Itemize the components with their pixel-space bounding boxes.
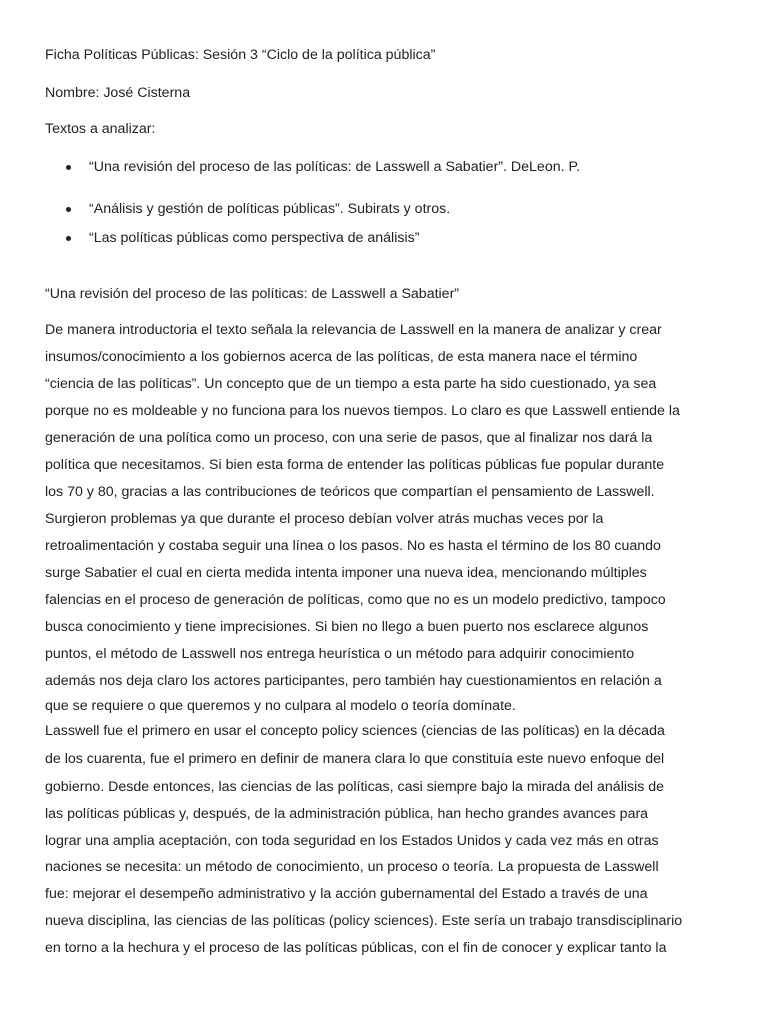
body-line: fue: mejorar el desempeño administrativo y la acción gubernamental del Estado a través de una [45,886,648,902]
body-line: las políticas públicas y, después, de la administración pública, han hecho grandes avances para [45,806,649,822]
body-line: en torno a la hechura y el proceso de las políticas públicas, con el fin de conocer y explicar tanto la [45,940,667,956]
body-line: de los cuarenta, fue el primero en definir de manera clara lo que constituía este nuevo enfoque del [45,751,665,767]
body-line: falencias en el proceso de generación de políticas, como que no es un modelo predictivo, tampoco [45,592,666,608]
body-line: De manera introductoria el texto señala la relevancia de Lasswell en la manera de analizar y crear [45,322,662,338]
bullet-icon [66,236,71,241]
body-line: surge Sabatier el cual en cierta medida intenta imponer una nueva idea, mencionando múltiples [45,565,647,581]
body-line: generación de una política como un proceso, con una serie de pasos, que al finalizar nos dará la [45,430,653,446]
bullet-icon [66,207,71,212]
document-title: Ficha Políticas Públicas: Sesión 3 “Ciclo de la política pública” [45,47,436,63]
body-line: Surgieron problemas ya que durante el proceso debían volver atrás muchas veces por la [45,511,604,527]
document-page: Ficha Políticas Públicas: Sesión 3 “Ciclo de la política pública” Nombre: José Cisterna Textos a analizar: “Una revisión del proceso de las políticas: de Lasswell a Sabatier”. DeLeon. P. “Análisis y gestión de políticas públicas”. Subirats y otros. “Las políticas públicas como perspectiva de análisis” “Una revisión del proceso de las políticas: de Lasswell a Sabatier” De manera introductoria el texto señala la relevancia de Lasswell en la manera de analizar y crear insumos/conocimiento a los gobiernos acerca de las políticas, de esta manera nace el término “ciencia de las políticas”. Un concepto que de un tiempo a esta parte ha sido cuestionado, ya sea porque no es moldeable y no funciona para los nuevos tiempos. Lo claro es que Lasswell entiende la generación de una política como un proceso, con una serie de pasos, que al finalizar nos dará la política que necesitamos. Si bien esta forma de entender las políticas públicas fue popular durante los 70 y 80, gracias a las contribuciones de teóricos que compartían el pensamiento de Lasswell. Surgieron problemas ya que durante el proceso debían volver atrás muchas veces por la retroalimentación y costaba seguir una línea o los pasos. No es hasta el término de los 80 cuando surge Sabatier el cual en cierta medida intenta imponer una nueva idea, mencionando múltiples falencias en el proceso de generación de políticas, como que no es un modelo predictivo, tampoco busca conocimiento y tiene imprecisiones. Si bien no llego a buen puerto nos esclarece algunos puntos, el método de Lasswell nos entrega heurística o un método para adquirir conocimiento además nos deja claro los actores participantes, pero también hay cuestionamientos en relación a que se requiere o que queremos y no culpara al modelo o teoría domínate. Lasswell fue el primero en usar el concepto policy sciences (ciencias de las políticas) en la década de los cuarenta, fue el primero en definir de manera clara lo que constituía este nuevo enfoque del gobierno. Desde entonces, las ciencias de las políticas, casi siempre bajo la mirada del análisis de las políticas públicas y, después, de la administración pública, han hecho grandes avances para lograr una amplia aceptación, con toda seguridad en los Estados Unidos y cada vez más en otras naciones se necesita: un método de conocimiento, un proceso o teoría. La propuesta de Lasswell fue: mejorar el desempeño administrativo y la acción gubernamental del Estado a través de una nueva disciplina, las ciencias de las políticas (policy sciences). Este sería un trabajo transdisciplinario en torno a la hechura y el proceso de las políticas públicas, con el fin de conocer y explicar tanto la [45,47,683,956]
body-line: política que necesitamos. Si bien esta forma de entender las políticas públicas fue popular durante [45,457,665,473]
body-line: puntos, el método de Lasswell nos entrega heurística o un método para adquirir conocimiento [45,646,635,662]
body-line: retroalimentación y costaba seguir una línea o los pasos. No es hasta el término de los 80 cuando [45,538,661,554]
body-line: “ciencia de las políticas”. Un concepto que de un tiempo a esta parte ha sido cuestionado, ya sea [45,376,657,392]
body-line: además nos deja claro los actores participantes, pero también hay cuestionamientos en relación a [45,673,662,689]
body-line: que se requiere o que queremos y no culpara al modelo o teoría domínate. [45,698,516,714]
author-name: Nombre: José Cisterna [45,85,191,101]
bullet-icon [66,165,71,170]
body-line: nueva disciplina, las ciencias de las políticas (policy sciences). Este sería un trabajo transdisciplinario [45,913,683,929]
body-line: insumos/conocimiento a los gobiernos acerca de las políticas, de esta manera nace el término [45,349,638,365]
body-line: busca conocimiento y tiene imprecisiones. Si bien no llego a buen puerto nos esclarece algunos [45,619,649,635]
section-heading: “Una revisión del proceso de las políticas: de Lasswell a Sabatier” [45,286,460,302]
body-line: porque no es moldeable y no funciona para los nuevos tiempos. Lo claro es que Lasswell entiende la [45,403,680,419]
body-line: naciones se necesita: un método de conocimiento, un proceso o teoría. La propuesta de Lasswell [45,859,659,875]
body-line: los 70 y 80, gracias a las contribuciones de teóricos que compartían el pensamiento de Lasswell. [45,484,655,500]
texts-label: Textos a analizar: [45,121,156,137]
body-line: gobierno. Desde entonces, las ciencias de las políticas, casi siempre bajo la mirada del análisis de [45,779,665,795]
body-line: lograr una amplia aceptación, con toda seguridad en los Estados Unidos y cada vez más en otras [45,833,659,849]
body-line: Lasswell fue el primero en usar el concepto policy sciences (ciencias de las políticas) en la década [45,723,665,739]
